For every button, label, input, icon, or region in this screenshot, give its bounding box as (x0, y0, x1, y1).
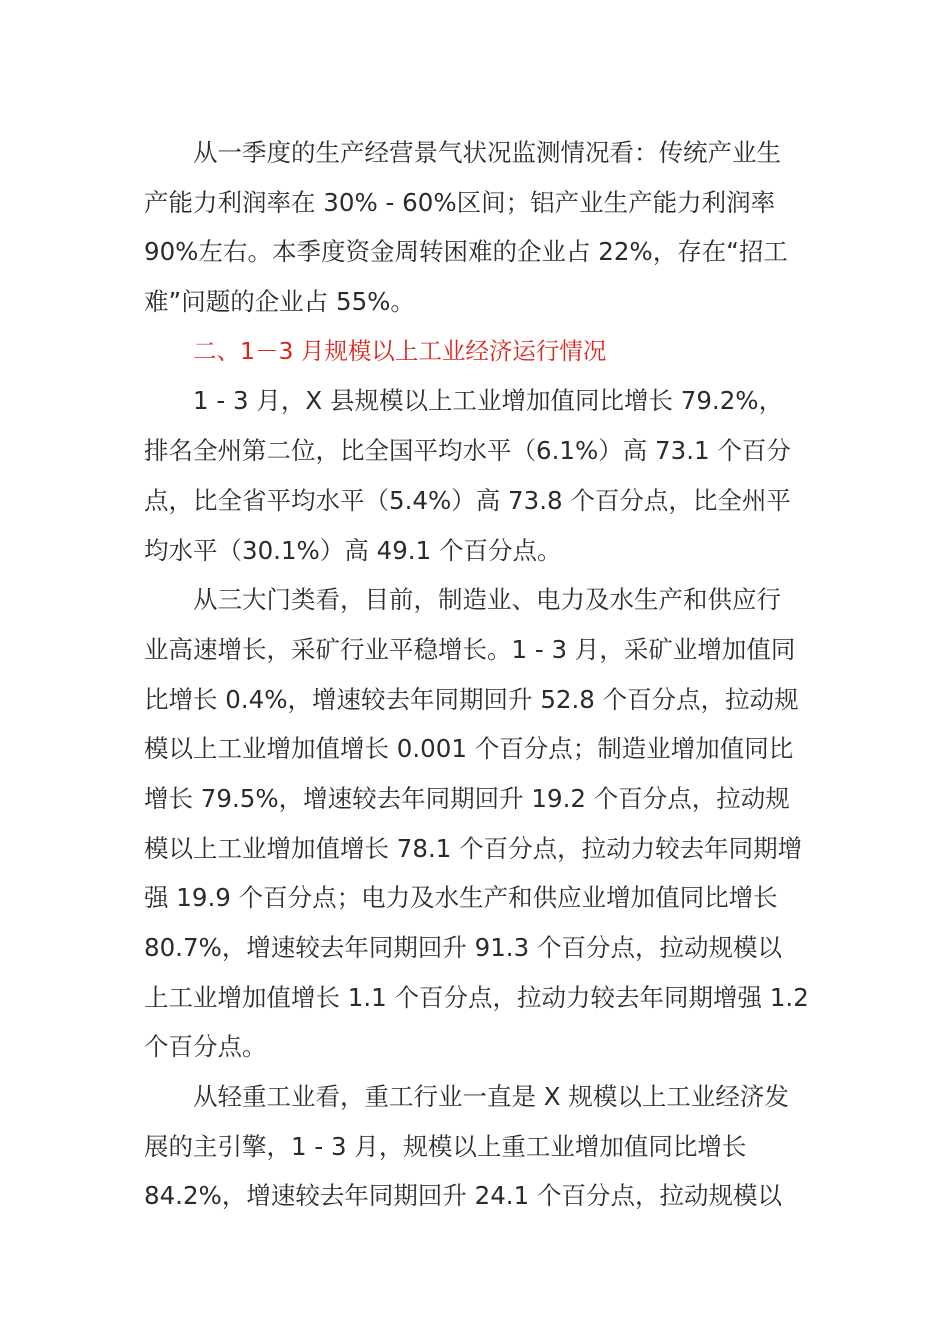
paragraph-line: 模以上工业增加值增长 78.1 个百分点，拉动力较去年同期增 (144, 833, 803, 863)
section-heading (144, 327, 808, 377)
paragraph-line: 强 19.9 个百分点；电力及水生产和供应业增加值同比增长 (144, 883, 778, 913)
paragraph-line: 上工业增加值增长 1.1 个百分点，拉动力较去年同期增强 1.2 (144, 982, 809, 1012)
paragraph-line: 从轻重工业看，重工行业一直是 X 规模以上工业经济发 (193, 1082, 789, 1112)
paragraph-line: 比增长 0.4%，增速较去年同期回升 52.8 个百分点，拉动规 (144, 684, 799, 714)
paragraph-line: 模以上工业增加值增长 0.001 个百分点；制造业增加值同比 (144, 734, 794, 764)
paragraph-line: 1 - 3 月，X 县规模以上工业增加值同比增长 79.2%， (193, 386, 784, 416)
paragraph-light-heavy-industry (144, 1072, 808, 1221)
paragraph-industrial-growth (144, 376, 808, 575)
paragraph-line: 从三大门类看，目前，制造业、电力及水生产和供应行 (193, 585, 781, 615)
paragraph-line: 排名全州第二位，比全国平均水平（6.1%）高 73.1 个百分 (144, 436, 791, 466)
paragraph-line: 增长 79.5%，增速较去年同期回升 19.2 个百分点，拉动规 (144, 783, 790, 813)
paragraph-line: 难”问题的企业占 55%。 (144, 287, 415, 317)
paragraph-three-categories (144, 575, 808, 1072)
paragraph-line: 84.2%，增速较去年同期回升 24.1 个百分点，拉动规模以 (144, 1181, 782, 1211)
paragraph-line: 业高速增长，采矿行业平稳增长。1 - 3 月，采矿业增加值同 (144, 634, 796, 664)
paragraph-line: 展的主引擎，1 - 3 月，规模以上重工业增加值同比增长 (144, 1131, 747, 1161)
paragraph-line: 80.7%，增速较去年同期回升 91.3 个百分点，拉动规模以 (144, 933, 782, 962)
paragraph-production-climate (144, 128, 808, 327)
section-heading-text: 二、1－3 月规模以上工业经济运行情况 (193, 336, 607, 365)
paragraph-line: 从一季度的生产经营景气状况监测情况看：传统产业生 (193, 138, 781, 167)
paragraph-line: 个百分点。 (144, 1032, 267, 1062)
paragraph-line: 产能力利润率在 30% - 60%区间；铝产业生产能力利润率 (144, 187, 776, 217)
paragraph-line: 90%左右。本季度资金周转困难的企业占 22%，存在“招工 (144, 237, 788, 267)
paragraph-line: 点，比全省平均水平（5.4%）高 73.8 个百分点，比全州平 (144, 485, 791, 515)
paragraph-line: 均水平（30.1%）高 49.1 个百分点。 (144, 535, 562, 565)
document-body (144, 128, 808, 1221)
